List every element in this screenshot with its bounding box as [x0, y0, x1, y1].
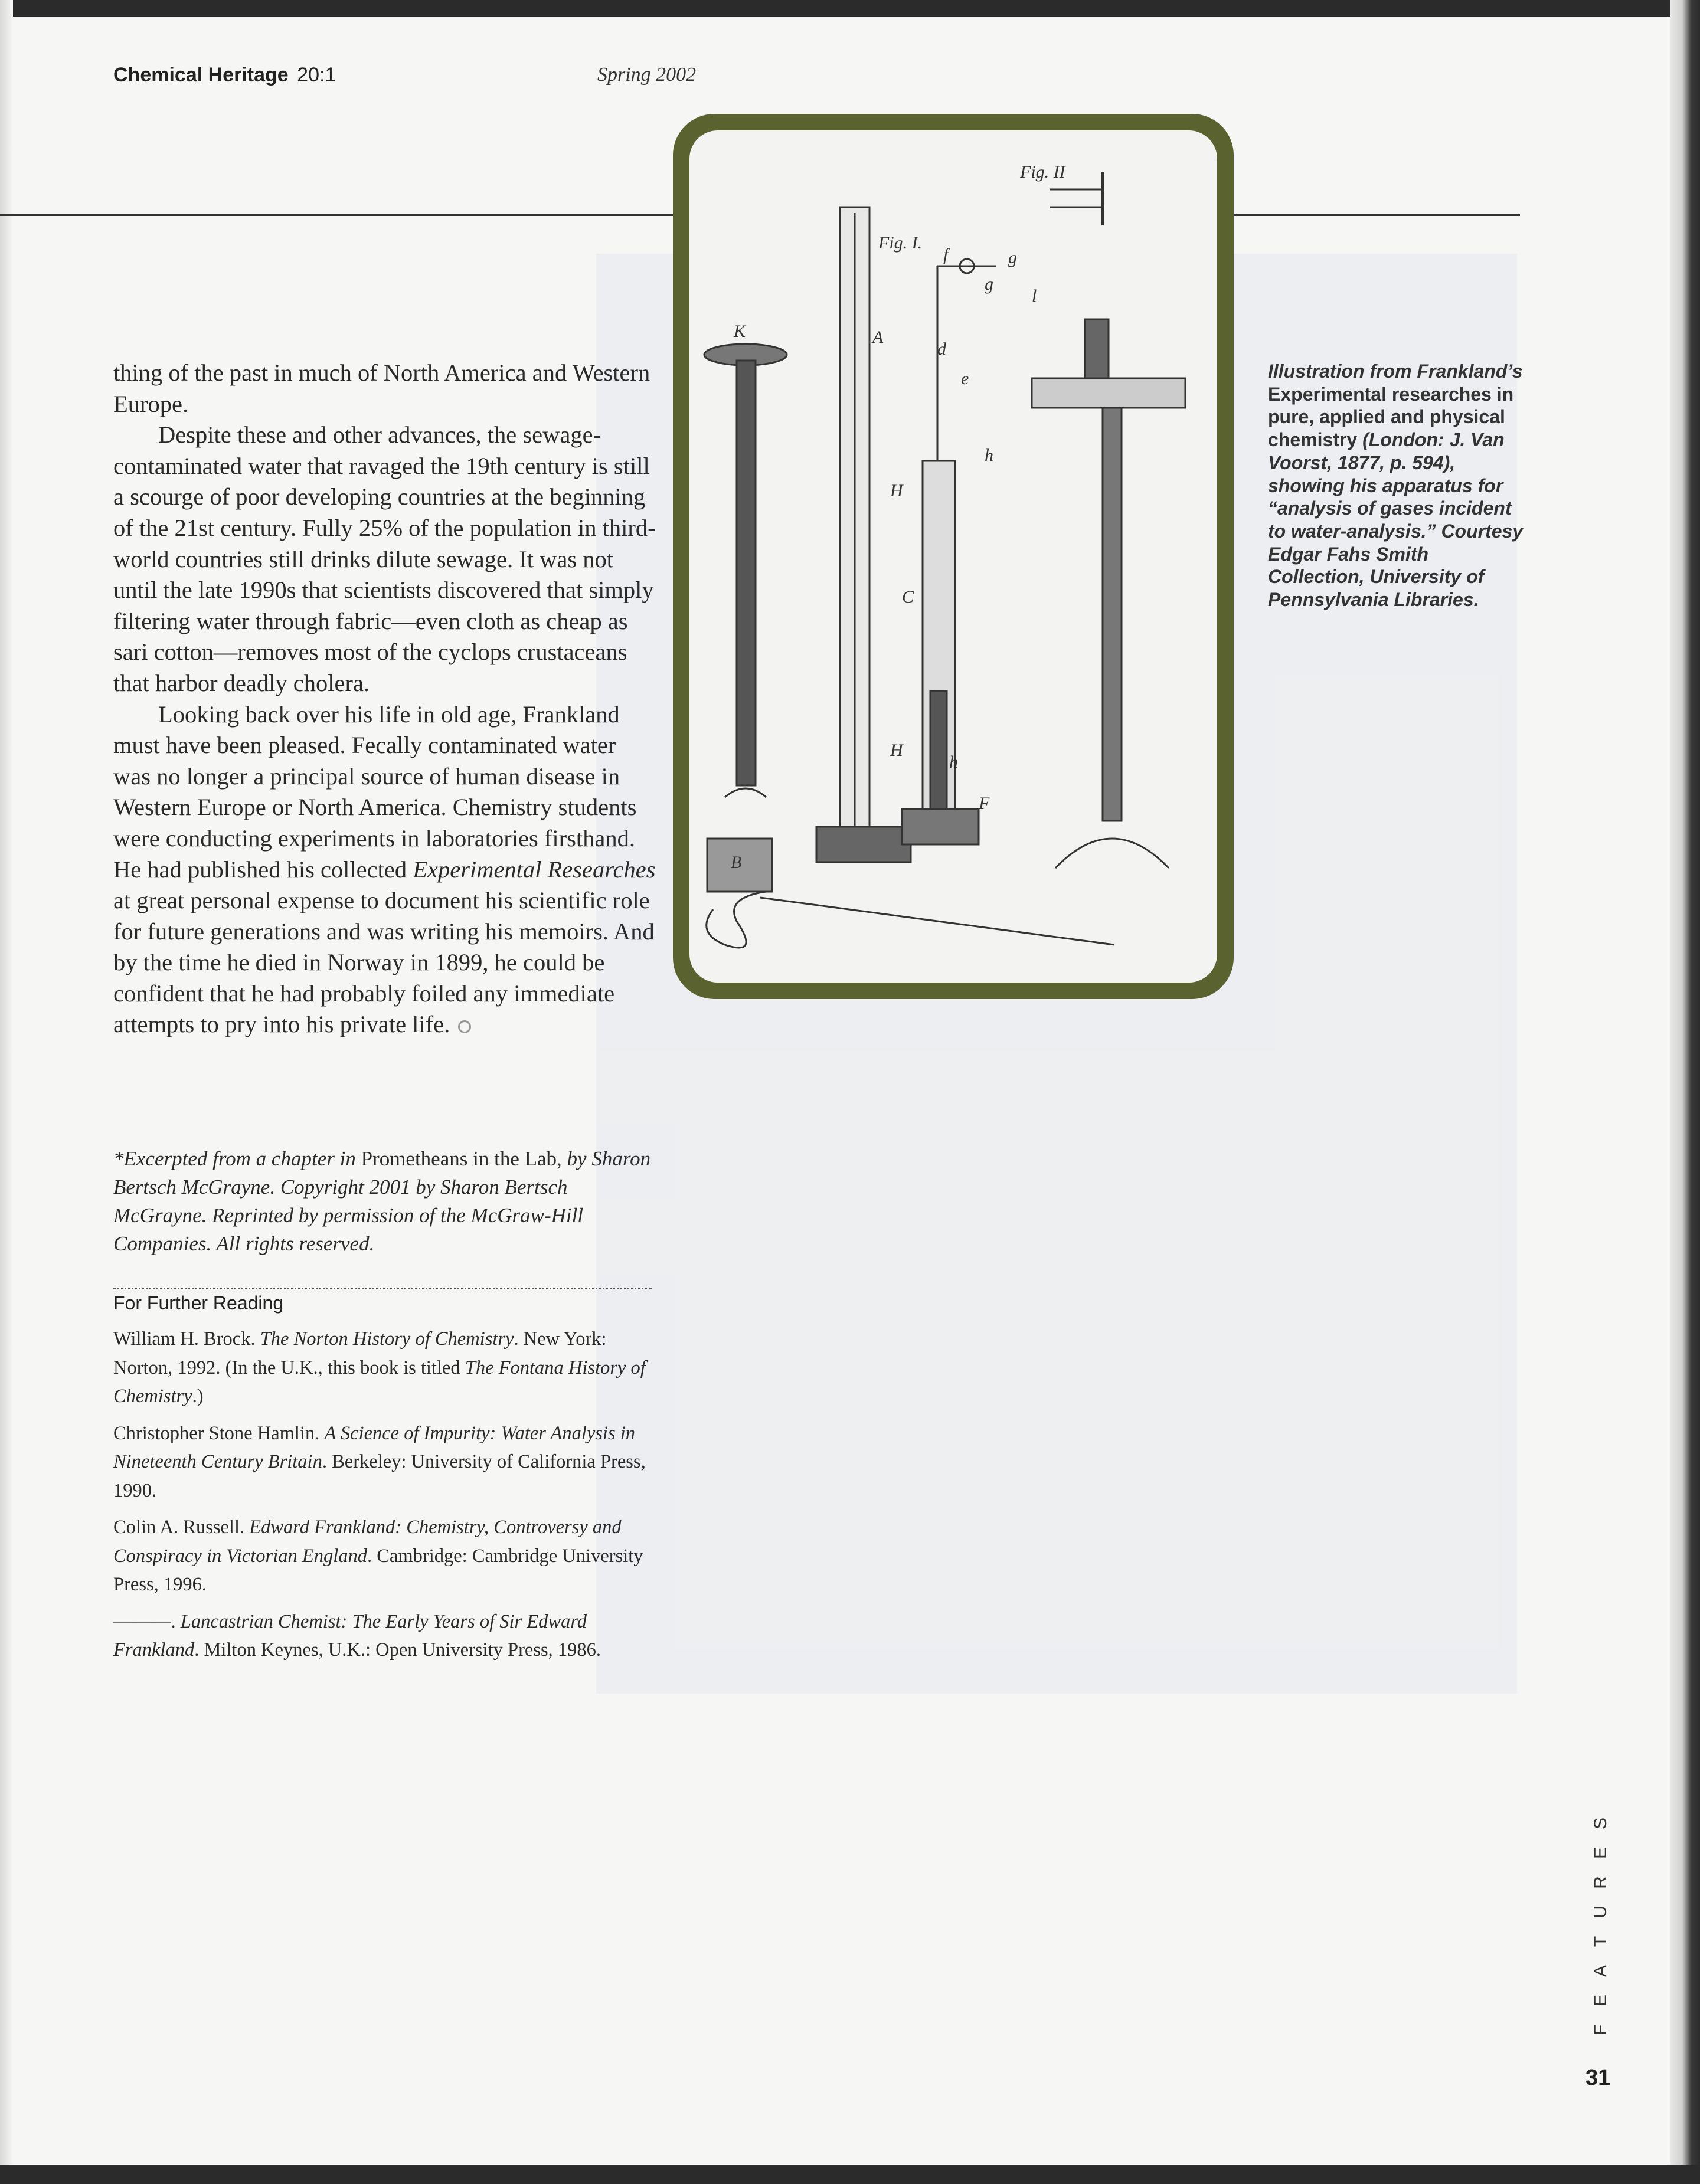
label-H: H	[890, 481, 903, 500]
page-number: 31	[1585, 2065, 1611, 2090]
fig2-label: Fig. II	[1020, 162, 1065, 182]
text: .)	[192, 1386, 204, 1407]
text: at great personal expense to document his scientific role for future generations and was writing his memoirs. And by the time he died in Norway in 1899, he could be confident that he had probably foiled any immediate attempts to pry into his private life.	[113, 887, 655, 1038]
book-title: The Norton History of Chemistry	[260, 1328, 514, 1350]
fig1-label: Fig. I.	[878, 233, 923, 253]
text: William H. Brock.	[113, 1328, 260, 1350]
caption-text: Illustration from Frankland’s	[1268, 361, 1523, 382]
text: by Sharon Bertsch McGrayne. Copyright 2001 by Sharon Bertsch McGrayne. Reprinted by permission of the McGraw-Hill Companies. All rights reserved.	[113, 1147, 651, 1255]
label-g2: g	[985, 274, 993, 294]
label-l: l	[1032, 286, 1037, 306]
label-a: A	[872, 328, 884, 347]
book-title: Lancastrian Chemist: The Early Years of Sir Edward Frankland	[113, 1610, 587, 1661]
section-letter: A	[1591, 1965, 1610, 1977]
excerpt-footnote	[113, 1145, 656, 1258]
apparatus-drawing	[689, 130, 1217, 983]
section-letter: U	[1591, 1905, 1610, 1918]
scan-bottom-edge	[0, 2165, 1700, 2184]
section-letter: E	[1591, 1995, 1610, 2007]
text: Colin A. Russell.	[113, 1517, 250, 1538]
label-k: K	[734, 322, 746, 341]
illustration-frame	[673, 114, 1234, 999]
label-f: f	[943, 245, 949, 264]
further-reading-list	[113, 1325, 656, 1673]
text: *Excerpted from a chapter in	[113, 1147, 361, 1170]
text: . Milton Keynes, U.K.: Open University Press, 1986.	[194, 1639, 601, 1661]
book-title: Prometheans in the Lab,	[361, 1147, 562, 1170]
label-c: C	[902, 587, 914, 607]
text: Christopher Stone Hamlin.	[113, 1422, 325, 1444]
book-title: Edward Frankland: Chemistry, Controversy and Conspiracy in Victorian England	[113, 1517, 622, 1567]
label-b: B	[731, 853, 742, 872]
running-header	[113, 64, 697, 87]
text: Looking back over his life in old age, Frankland must have been pleased. Fecally contaminated water was no longer a principal source of human disease in Western Europe or North America. Chemistry students were conducting experiments in laboratories firsthand. He had published his collected	[113, 700, 637, 883]
issue-season: Spring 2002	[597, 64, 697, 86]
caption-book-title: Experimental researches in pure, applied and physical chemistry	[1268, 383, 1514, 451]
text: ———.	[113, 1610, 181, 1632]
paragraph: thing of the past in much of North America and Western Europe.	[113, 359, 650, 417]
label-f2: F	[979, 794, 990, 813]
section-letter: E	[1591, 1847, 1610, 1859]
issue-number: 20:1	[297, 64, 336, 86]
dotted-divider	[113, 1288, 652, 1289]
book-title: A Science of Impurity: Water Analysis in Nineteenth Century Britain	[113, 1422, 636, 1472]
reference-entry	[113, 1607, 656, 1665]
end-of-article-icon	[458, 1020, 471, 1033]
text: . New York: Norton, 1992. (In the U.K., this book is titled	[113, 1328, 607, 1378]
section-letter: F	[1591, 2024, 1610, 2036]
section-label	[1591, 1809, 1617, 2045]
book-title: The Fontana History of Chemistry	[113, 1357, 646, 1407]
paragraph	[113, 699, 656, 1041]
label-H2: H	[890, 741, 903, 760]
label-e: e	[961, 369, 969, 388]
label-g: g	[1008, 248, 1017, 267]
scan-right-edge	[1670, 0, 1700, 2184]
reference-entry	[113, 1325, 656, 1411]
book-title: Experimental Researches	[413, 856, 656, 883]
article-body	[113, 358, 656, 1040]
section-letter: T	[1591, 1936, 1610, 1947]
reference-entry	[113, 1419, 656, 1505]
label-d: d	[937, 339, 946, 359]
further-reading-heading: For Further Reading	[113, 1292, 284, 1314]
figure-caption	[1268, 360, 1528, 611]
caption-text: (London: J. Van Voorst, 1877, p. 594), showing his apparatus for “analysis of gases incident to water-analysis.” Courtesy Edgar Fahs Smith Collection, University of Pennsylvania Libraries.	[1268, 429, 1524, 611]
apparatus-illustration	[689, 130, 1217, 983]
section-letter: S	[1591, 1818, 1610, 1830]
label-h2: h	[949, 752, 958, 772]
paragraph: Despite these and other advances, the sewage-contaminated water that ravaged the 19th century is still a scourge of poor developing countries at the beginning of the 21st century. Fully 25% of the population in third-world countries still drinks dilute sewage. It was not until the late 1990s that scientists discovered that simply filtering water through fabric—even cloth as cheap as sari cotton—removes most of the cyclops crustaceans that harbor deadly cholera.	[113, 421, 656, 696]
text: . Cambridge: Cambridge University Press, 1996.	[113, 1545, 643, 1595]
scan-top-edge	[0, 0, 1700, 17]
reference-entry	[113, 1513, 656, 1599]
label-h: h	[985, 446, 993, 465]
magazine-name: Chemical Heritage	[113, 64, 289, 86]
text: . Berkeley: University of California Press, 1990.	[113, 1451, 646, 1501]
scan-left-edge	[0, 0, 13, 2184]
section-letter: R	[1591, 1876, 1610, 1889]
